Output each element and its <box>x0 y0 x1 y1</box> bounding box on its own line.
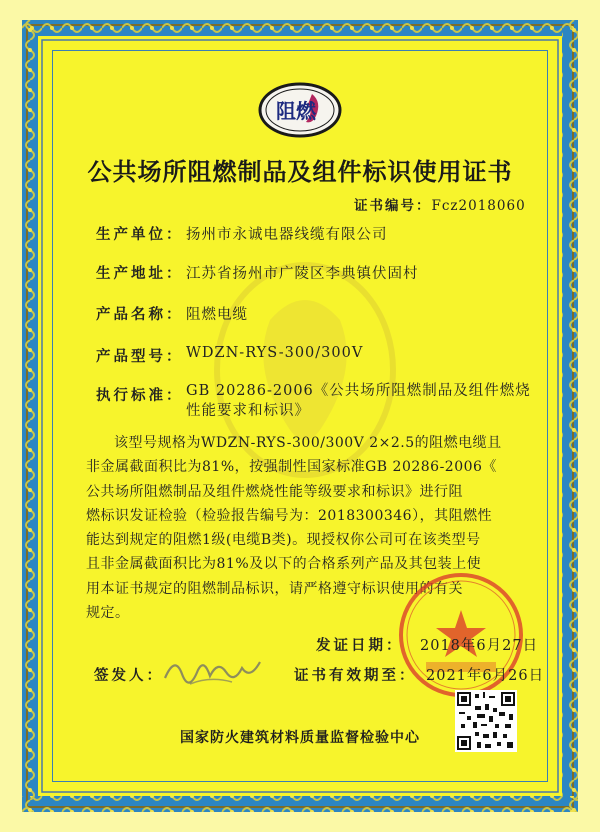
certificate-title: 公共场所阻燃制品及组件标识使用证书 <box>87 157 513 186</box>
signer <box>94 664 164 685</box>
body-line: 且非金属截面积比为81%及以下的合格系列产品及其包装上使 <box>86 556 482 573</box>
field-manufacturer <box>96 223 184 244</box>
body-line: 公共场所阻燃制品及组件燃烧性能等级要求和标识》进行阻 <box>86 483 463 500</box>
body-line: 燃标识发证检验（检验报告编号为：2018300346），其阻燃性 <box>86 507 493 524</box>
field-value-model: WDZN-RYS-300/300V <box>186 345 364 361</box>
field-label: 产品型号： <box>96 349 184 365</box>
field-value-standard-line1: GB 20286-2006《公共场所阻燃制品及组件燃烧 <box>186 383 531 399</box>
handwritten-signature <box>160 650 270 690</box>
field-product-name <box>96 303 184 324</box>
field-value-standard-line2: 性能要求和标识》 <box>186 403 310 419</box>
field-address <box>96 262 184 283</box>
body-line: 用本证书规定的阻燃制品标识，请严格遵守标识使用的有关 <box>86 580 463 597</box>
field-model <box>96 345 184 366</box>
certificate-number-label: 证书编号： <box>354 198 432 214</box>
field-standard <box>96 384 184 405</box>
body-line: 规定。 <box>86 605 130 622</box>
flame-retardant-logo <box>258 82 342 138</box>
field-label: 产品名称： <box>96 307 184 323</box>
field-label: 生产地址： <box>96 266 184 282</box>
valid-until-label: 证书有效期至： <box>294 668 417 684</box>
field-label: 生产单位： <box>96 227 184 243</box>
body-line: 该型号规格为WDZN-RYS-300/300V 2×2.5的阻燃电缆且 <box>114 435 502 451</box>
body-line: 非金属截面积比为81%，按强制性国家标准GB 20286-2006《 <box>86 459 497 476</box>
logo-text: 阻燃 <box>276 99 316 123</box>
issue-date <box>316 634 404 655</box>
issuing-organization: 国家防火建筑材料质量监督检验中心 <box>180 730 420 746</box>
field-value-manufacturer: 扬州市永诚电器线缆有限公司 <box>186 227 388 243</box>
valid-until-value: 2021年6月26日 <box>426 668 545 684</box>
certificate-number <box>354 194 526 214</box>
field-value-product-name: 阻燃电缆 <box>186 307 248 323</box>
field-value-address: 江苏省扬州市广陵区李典镇伏固村 <box>186 266 419 282</box>
valid-until <box>294 664 417 685</box>
issue-date-label: 发证日期： <box>316 638 404 654</box>
certificate-number-value: Fcz2018060 <box>431 198 526 214</box>
field-label: 执行标准： <box>96 388 184 404</box>
issue-date-value: 2018年6月27日 <box>420 638 539 654</box>
body-line: 能达到规定的阻燃1级(电缆B类)。现授权你公司可在该类型号 <box>86 532 481 549</box>
signer-label: 签发人： <box>94 668 164 684</box>
